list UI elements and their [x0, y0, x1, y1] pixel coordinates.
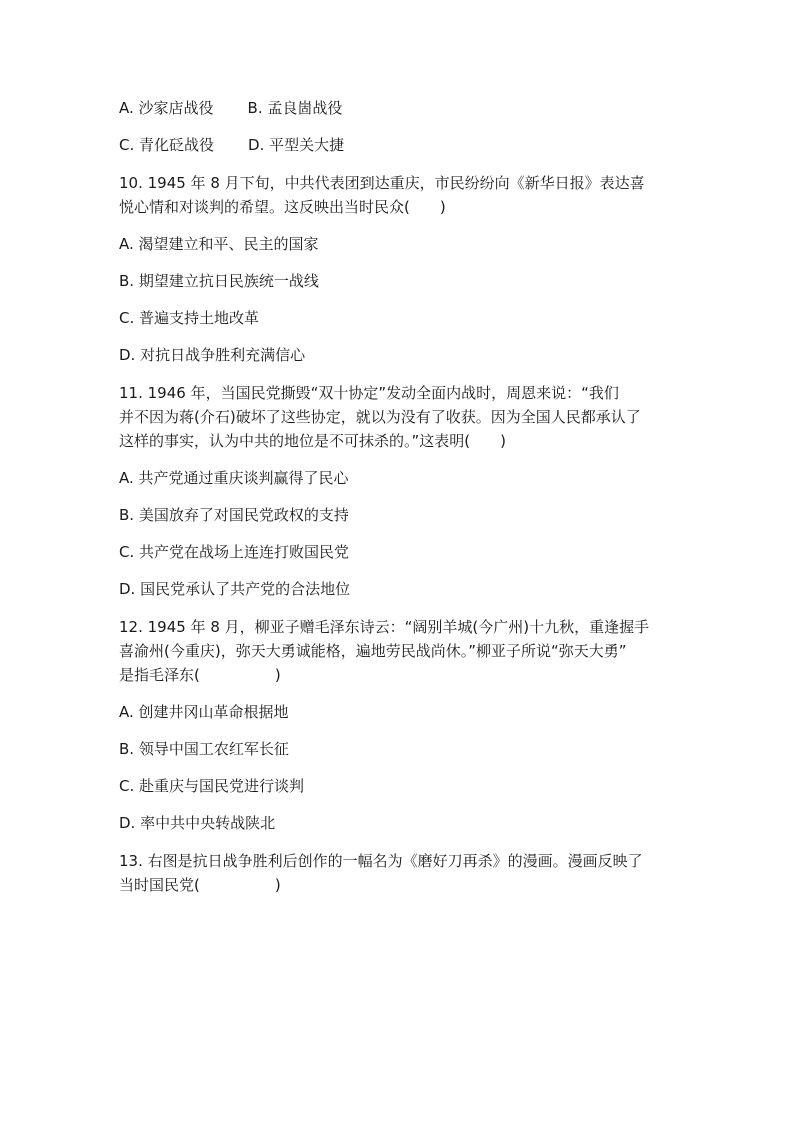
q11-option-d: D. 国民党承认了共产党的合法地位: [119, 580, 351, 598]
q12-option-a: A. 创建井冈山革命根据地: [119, 703, 289, 721]
q10-stem: [119, 171, 689, 219]
q10-option-a: A. 渴望建立和平、民主的国家: [119, 235, 319, 253]
q11-option-b: B. 美国放弃了对国民党政权的支持: [119, 506, 349, 524]
q9-option-c: C. 青化砭战役: [119, 136, 215, 154]
q12-option-d: D. 率中共中央转战陕北: [119, 814, 276, 832]
q9-options-row-1: [119, 97, 689, 120]
q9-option-a: A. 沙家店战役: [119, 99, 214, 117]
q11-option-a: A. 共产党通过重庆谈判赢得了民心: [119, 469, 349, 487]
q13-stem-line: 当时国民党( ): [119, 876, 281, 894]
q11-option-c: C. 共产党在战场上连连打败国民党: [119, 543, 350, 561]
q11-stem-line: 并不因为蒋(介石)破坏了这些协定，就以为没有了收获。因为全国人民都承认了: [119, 408, 641, 426]
q12-stem-line: 喜渝州(今重庆)，弥天大勇诚能格，遍地劳民战尚休。”柳亚子所说“弥天大勇”: [119, 642, 627, 660]
q12-stem-line: 是指毛泽东( ): [119, 666, 281, 684]
q10-stem-line: 10. 1945 年 8 月下旬，中共代表团到达重庆，市民纷纷向《新华日报》表达喜: [119, 174, 645, 192]
q10-option-d: D. 对抗日战争胜利充满信心: [119, 346, 306, 364]
q9-option-d: D. 平型关大捷: [248, 136, 345, 154]
q10-stem-line: 悦心情和对谈判的希望。这反映出当时民众( ): [119, 198, 446, 216]
q13-stem: [119, 849, 689, 897]
q11-stem-line: 11. 1946 年，当国民党撕毁“双十协定”发动全面内战时，周恩来说：“我们: [119, 384, 619, 402]
q9-options-row-2: [119, 134, 689, 157]
q13-stem-line: 13. 右图是抗日战争胜利后创作的一幅名为《磨好刀再杀》的漫画。漫画反映了: [119, 852, 643, 870]
q12-option-c: C. 赴重庆与国民党进行谈判: [119, 777, 305, 795]
q12-stem-line: 12. 1945 年 8 月，柳亚子赠毛泽东诗云：“阔别羊城(今广州)十九秋，重逢握手: [119, 618, 650, 636]
q10-option-b: B. 期望建立抗日民族统一战线: [119, 272, 319, 290]
q11-stem-line: 这样的事实，认为中共的地位是不可抹杀的。”这表明( ): [119, 432, 506, 450]
q10-option-c: C. 普遍支持土地改革: [119, 309, 260, 327]
q12-option-b: B. 领导中国工农红军长征: [119, 740, 289, 758]
q11-stem: [119, 381, 689, 453]
q9-option-b: B. 孟良崮战役: [247, 99, 343, 117]
q12-stem: [119, 615, 689, 687]
